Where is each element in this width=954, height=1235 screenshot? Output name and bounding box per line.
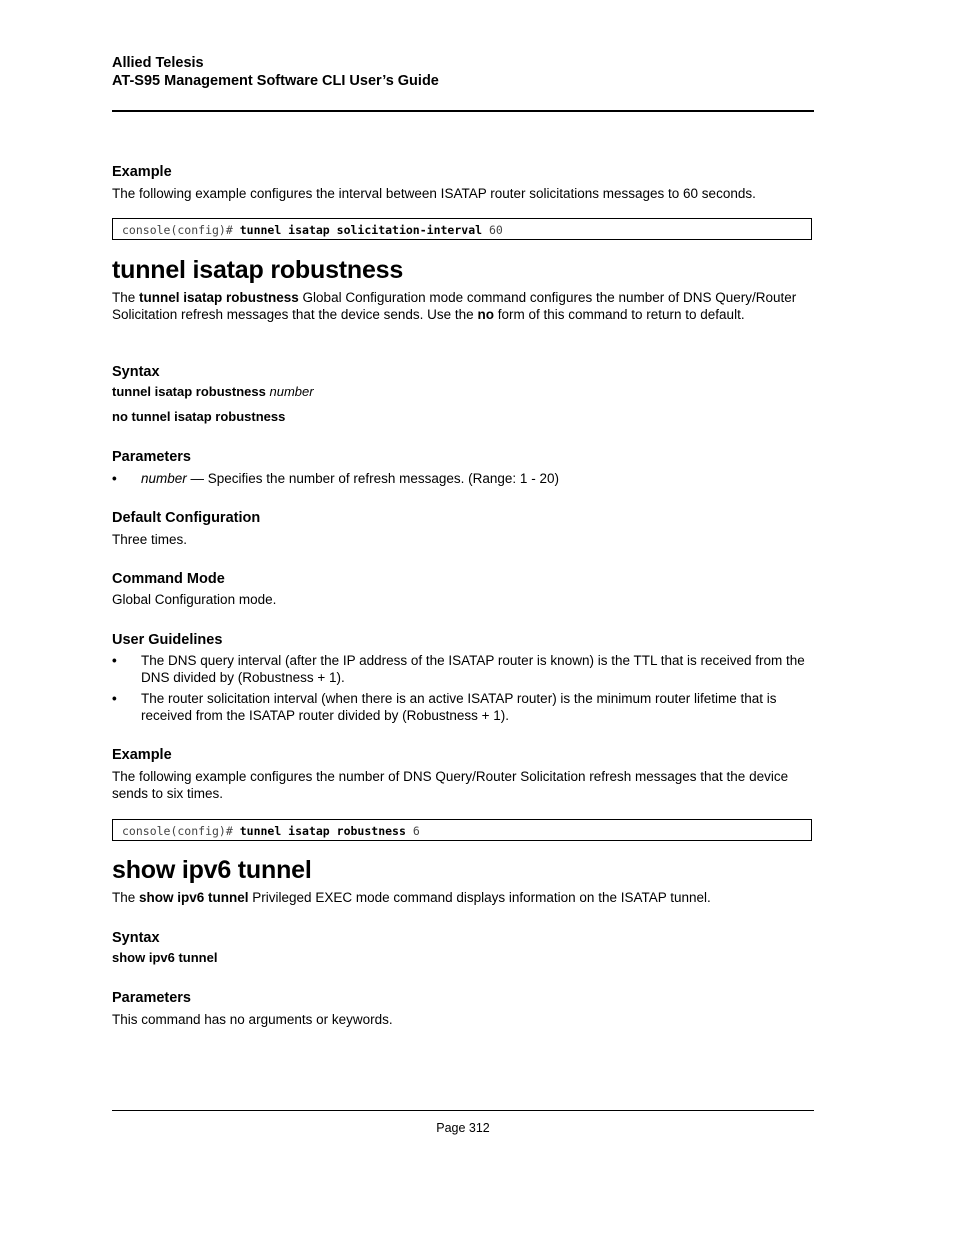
footer-rule	[112, 1110, 814, 1111]
intro-text: form of this command to return to default.	[493, 307, 745, 322]
header-guide-title: AT-S95 Management Software CLI User’s Guide	[112, 73, 439, 89]
parameter-description: — Specifies the number of refresh messages. (Range: 1 - 20)	[186, 471, 559, 486]
header-company: Allied Telesis	[112, 55, 204, 71]
example-text: The following example configures the interval between ISATAP router solicitations messages to 60 seconds.	[112, 186, 756, 201]
intro-text: The	[112, 290, 140, 305]
intro-no-keyword: no	[477, 307, 494, 322]
intro-text: The	[112, 890, 140, 905]
code-example-solicitation-interval	[112, 218, 812, 240]
parameter-name: number	[141, 471, 187, 486]
syntax-heading: Syntax	[112, 930, 160, 946]
intro-command: tunnel isatap robustness	[139, 290, 299, 305]
guideline-text: The DNS query interval (after the IP address of the ISATAP router is known) is the TTL that is received from the DNS divided by (Robustness + 1).	[141, 653, 805, 685]
intro-command: show ipv6 tunnel	[139, 890, 249, 905]
header-rule	[112, 110, 814, 112]
code-argument: 6	[412, 824, 420, 838]
code-prompt: console(config)#	[122, 824, 233, 838]
command-mode-text: Global Configuration mode.	[112, 592, 277, 607]
command-mode-heading: Command Mode	[112, 571, 225, 587]
code-argument: 60	[488, 223, 503, 237]
syntax-heading: Syntax	[112, 364, 160, 380]
syntax-no-line: no tunnel isatap robustness	[112, 409, 286, 424]
syntax-line	[112, 384, 314, 399]
default-config-text: Three times.	[112, 532, 188, 547]
parameter-text	[141, 470, 814, 487]
guideline-text: The router solicitation interval (when there is an active ISATAP router) is the minimum router lifetime that is received from the ISATAP router divided by (Robustness + 1).	[141, 691, 777, 723]
example-heading: Example	[112, 747, 172, 763]
robustness-intro	[112, 289, 814, 323]
bullet-marker: •	[112, 691, 117, 706]
code-command: tunnel isatap robustness	[239, 824, 406, 838]
page-number: Page 312	[436, 1121, 490, 1135]
code-example-robustness	[112, 819, 812, 841]
bullet-marker: •	[112, 471, 117, 486]
syntax-argument: number	[269, 384, 314, 399]
section-title-robustness: tunnel isatap robustness	[112, 256, 404, 284]
parameters-heading: Parameters	[112, 449, 191, 465]
parameters-heading: Parameters	[112, 990, 191, 1006]
example-text: The following example configures the number of DNS Query/Router Solicitation refresh messages that the device sends to six times.	[112, 769, 789, 801]
intro-text: Global Configuration mode command configures the number of DNS Query/Router Solicitation refresh messages that the device sends. Use the	[112, 290, 797, 322]
user-guidelines-heading: User Guidelines	[112, 632, 223, 648]
example-heading: Example	[112, 164, 172, 180]
code-prompt: console(config)#	[122, 223, 233, 237]
syntax-command: tunnel isatap robustness	[112, 384, 266, 399]
show-tunnel-intro	[112, 889, 814, 906]
intro-text: Privileged EXEC mode command displays information on the ISATAP tunnel.	[248, 890, 711, 905]
syntax-line: show ipv6 tunnel	[112, 950, 218, 965]
parameters-text: This command has no arguments or keywords.	[112, 1012, 393, 1027]
default-config-heading: Default Configuration	[112, 510, 261, 526]
section-title-show-ipv6-tunnel: show ipv6 tunnel	[112, 856, 312, 884]
bullet-marker: •	[112, 653, 117, 668]
code-command: tunnel isatap solicitation-interval	[239, 223, 483, 237]
